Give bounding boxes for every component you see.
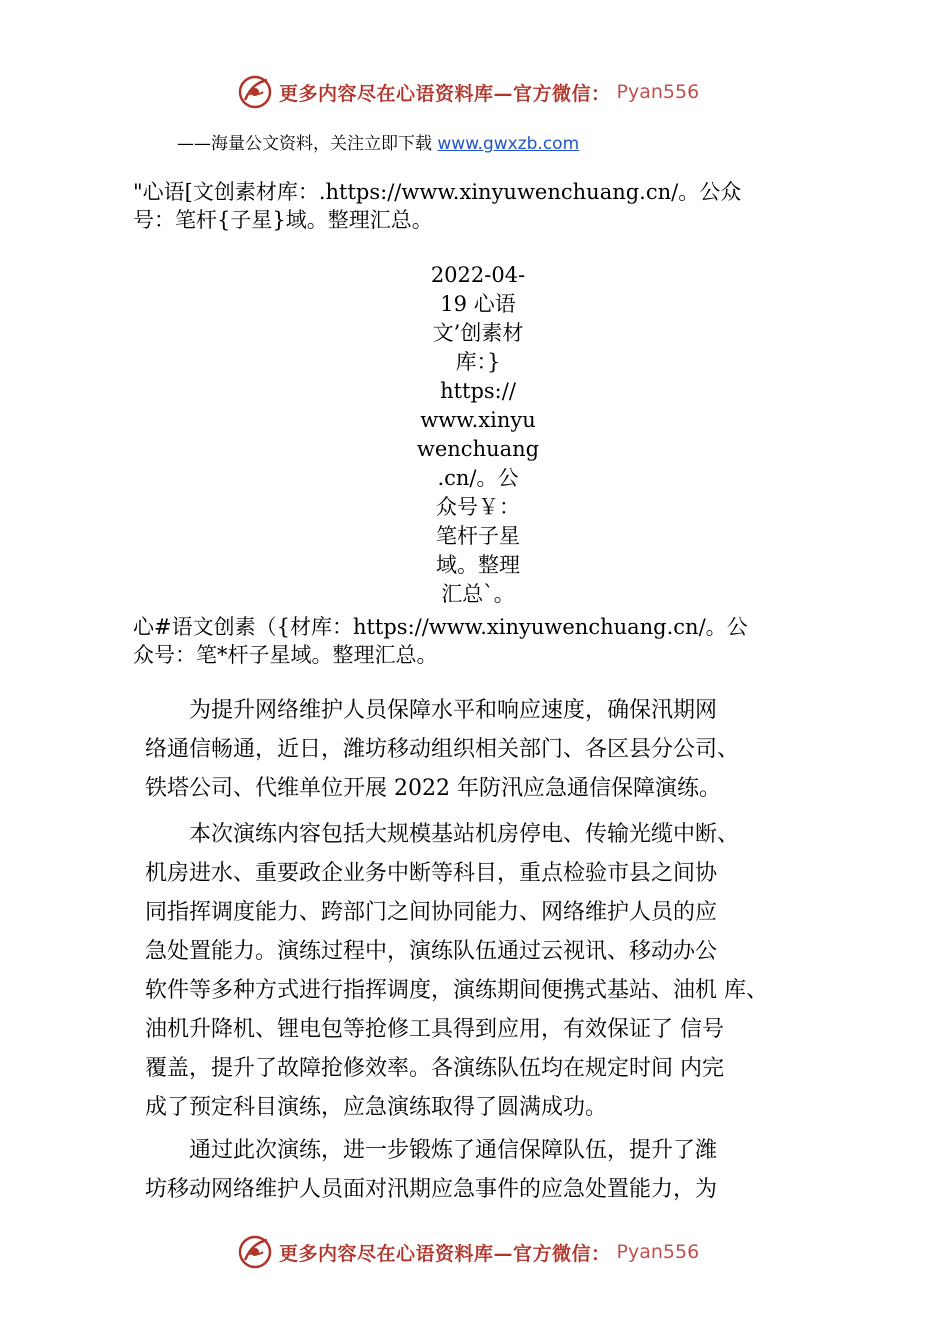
watermark-column-line: https:// bbox=[440, 379, 516, 403]
watermark-column-line: 汇总`。 bbox=[441, 582, 515, 606]
body-line: 急处置能力。演练过程中，演练队伍通过云视讯、移动办公 bbox=[145, 939, 718, 964]
body-line: 铁塔公司、代维单位开展 2022 年防汛应急通信保障演练。 bbox=[145, 776, 721, 801]
watermark-column-line: 域。整理 bbox=[436, 553, 520, 577]
watermark-column-line: wenchuang bbox=[416, 437, 540, 461]
subheader bbox=[177, 129, 579, 154]
header-banner bbox=[237, 72, 737, 112]
banner-wechat-id: Pyan556 bbox=[616, 1241, 700, 1263]
body-line: 同指挥调度能力、跨部门之间协同能力、网络维护人员的应 bbox=[145, 900, 718, 925]
watermark-column-line: 2022-04- bbox=[430, 263, 526, 287]
watermark-bottom-line-2: 众号：笔*杆子星域。整理汇总。 bbox=[133, 643, 438, 667]
body-line: 为提升网络维护人员保障水平和响应速度，确保汛期网 bbox=[145, 698, 718, 723]
banner-text: 更多内容尽在心语资料库—官方微信： bbox=[279, 82, 611, 105]
watermark-column-line: www.xinyu bbox=[420, 408, 536, 432]
body-line: 络通信畅通，近日，潍坊移动组织相关部门、各区县分公司、 bbox=[145, 737, 740, 762]
body-line: 覆盖，提升了故障抢修效率。各演练队伍均在规定时间 内完 bbox=[145, 1056, 724, 1081]
watermark-column-line: 19 心语 bbox=[440, 292, 516, 316]
watermark-column-line: 笔杆子星 bbox=[436, 524, 520, 548]
body-line: 成了预定科目演练，应急演练取得了圆满成功。 bbox=[145, 1095, 608, 1120]
watermark-column-line: .cn/。公 bbox=[437, 466, 519, 490]
brand-logo-icon bbox=[237, 74, 273, 110]
body-line: 通过此次演练，进一步锻炼了通信保障队伍，提升了潍 bbox=[145, 1138, 718, 1163]
watermark-top-line-1: "心语[文创素材库：.https://www.xinyuwenchuang.cn/。公众 bbox=[133, 180, 742, 204]
download-link[interactable]: www.gwxzb.com bbox=[437, 134, 580, 154]
body-line: 本次演练内容包括大规模基站机房停电、传输光缆中断、 bbox=[145, 822, 740, 847]
watermark-column-line: 众号￥： bbox=[436, 495, 520, 519]
banner-text: 更多内容尽在心语资料库—官方微信： bbox=[279, 1242, 611, 1265]
footer-banner bbox=[237, 1232, 737, 1272]
body-line: 机房进水、重要政企业务中断等科目，重点检验市县之间协 bbox=[145, 861, 718, 886]
body-line: 软件等多种方式进行指挥调度，演练期间便携式基站、油机 库、 bbox=[145, 978, 768, 1003]
watermark-column-line: 库：} bbox=[455, 350, 501, 374]
brand-logo-icon bbox=[237, 1234, 273, 1270]
watermark-top-line-2: 号：笔杆{子星}域。整理汇总。 bbox=[133, 208, 433, 232]
watermark-column-line: 文’创素材 bbox=[432, 321, 524, 345]
watermark-bottom-line-1: 心#语文创素（{材库：https://www.xinyuwenchuang.cn/。公 bbox=[133, 615, 748, 639]
watermark-column bbox=[412, 261, 544, 609]
body-line: 油机升降机、锂电包等抢修工具得到应用，有效保证了 信号 bbox=[145, 1017, 724, 1042]
body-line: 坊移动网络维护人员面对汛期应急事件的应急处置能力，为 bbox=[145, 1177, 718, 1202]
subheader-text: ——海量公文资料，关注立即下载 bbox=[177, 134, 432, 154]
banner-wechat-id: Pyan556 bbox=[616, 81, 700, 103]
